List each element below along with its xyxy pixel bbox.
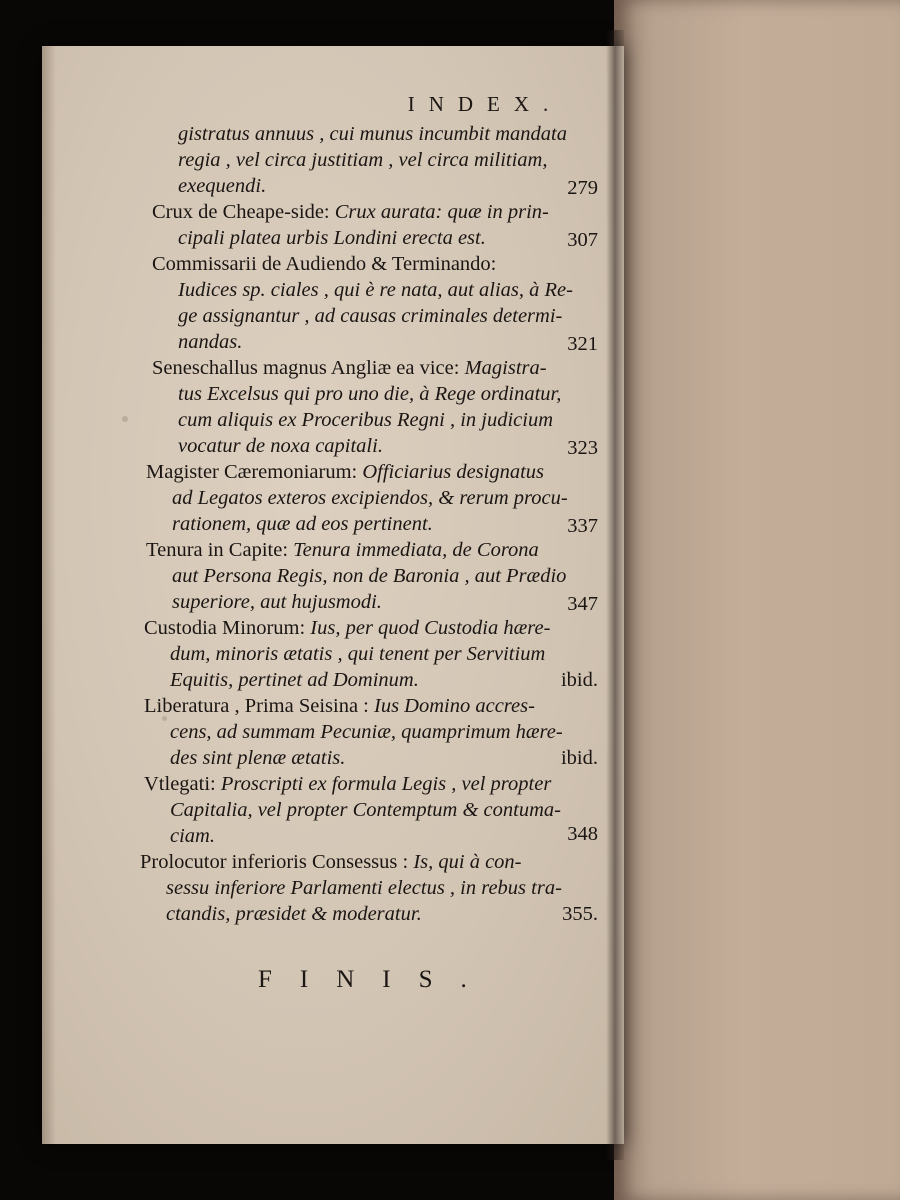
page-number: ibid.	[560, 669, 598, 691]
entry-heading: Custodia Minorum:	[144, 617, 306, 639]
index-entry	[144, 694, 535, 718]
entry-definition: Tenura immediata, de Corona	[293, 539, 539, 561]
right-page	[614, 0, 900, 1200]
entry-line: cens, ad summam Pecuniæ, quamprimum hære-	[170, 721, 563, 743]
entry-line: cipali platea urbis Londini erecta est.	[178, 227, 486, 249]
entry-definition: Proscripti ex formula Legis , vel propter	[220, 773, 552, 795]
book-gutter	[606, 30, 624, 1160]
entry-line: Iudices sp. ciales , qui è re nata, aut alias, à Re-	[178, 279, 573, 301]
entry-line: tus Excelsus qui pro uno die, à Rege ordinatur,	[178, 383, 562, 405]
index-entry	[152, 356, 547, 380]
entry-line: ctandis, præsidet & moderatur.	[166, 903, 422, 925]
entry-line: ad Legatos exteros excipiendos, & rerum procu-	[172, 487, 568, 509]
entry-line: ciam.	[170, 825, 215, 847]
entry-heading: Seneschallus magnus Angliæ ea vice:	[152, 357, 460, 379]
entry-line: aut Persona Regis, non de Baronia , aut Prædio	[172, 565, 567, 587]
entry-heading: Tenura in Capite:	[146, 539, 289, 561]
entry-line: rationem, quæ ad eos pertinent.	[172, 513, 433, 535]
page-number: 355.	[562, 903, 598, 925]
entry-line: ge assignantur , ad causas criminales determi-	[178, 305, 563, 327]
entry-heading: Prolocutor inferioris Consessus :	[140, 851, 409, 873]
page-number: 348	[567, 823, 598, 845]
entry-definition: Officiarius designatus	[362, 461, 545, 483]
entry-line: Equitis, pertinet ad Dominum.	[170, 669, 419, 691]
page-number: 323	[567, 437, 598, 459]
entry-heading: Magister Cæremoniarum:	[146, 461, 358, 483]
entry-line: dum, minoris ætatis , qui tenent per Servitium	[170, 643, 546, 665]
entry-line: superiore, aut hujusmodi.	[172, 591, 382, 613]
entry-line: Capitalia, vel propter Contemptum & contuma-	[170, 799, 561, 821]
finis-text: FINIS.	[258, 966, 495, 993]
page-number: 307	[567, 229, 598, 251]
entry-definition: Ius, per quod Custodia hære-	[310, 617, 551, 639]
entry-definition: Magistra-	[464, 357, 547, 379]
index-entry	[146, 538, 539, 562]
page-number: 321	[567, 333, 598, 355]
entry-heading: Vtlegati:	[144, 773, 216, 795]
entry-definition: Ius Domino accres-	[374, 695, 535, 717]
entry-line: gistratus annuus , cui munus incumbit mandata	[178, 123, 567, 145]
index-entry	[140, 850, 522, 874]
entry-line: vocatur de noxa capitali.	[178, 435, 383, 457]
index-entry	[146, 460, 544, 484]
page-number: 337	[567, 515, 598, 537]
entry-heading: Commissarii de Audiendo & Terminando:	[152, 253, 497, 275]
index-entry	[152, 252, 496, 276]
page-header: INDEX.	[407, 92, 563, 116]
page-number: 347	[567, 593, 598, 615]
entry-line: des sint plenæ ætatis.	[170, 747, 346, 769]
index-entry	[152, 200, 549, 224]
entry-heading: Liberatura , Prima Seisina :	[144, 695, 369, 717]
entry-line: sessu inferiore Parlamenti electus , in rebus tra-	[166, 877, 562, 899]
entry-line: nandas.	[178, 331, 243, 353]
entry-line: exequendi.	[178, 175, 267, 197]
entry-heading: Crux de Cheape-side:	[152, 201, 330, 223]
index-entry	[144, 616, 550, 640]
entry-line: cum aliquis ex Proceribus Regni , in judicium	[178, 409, 554, 431]
page-number: 279	[567, 177, 598, 199]
entry-definition: Is, qui à con-	[413, 851, 522, 873]
entry-definition: Crux aurata: quæ in prin-	[334, 201, 549, 223]
index-entry	[144, 772, 551, 796]
page-number: ibid.	[560, 747, 598, 769]
entry-line: regia , vel circa justitiam , vel circa militiam,	[178, 149, 548, 171]
